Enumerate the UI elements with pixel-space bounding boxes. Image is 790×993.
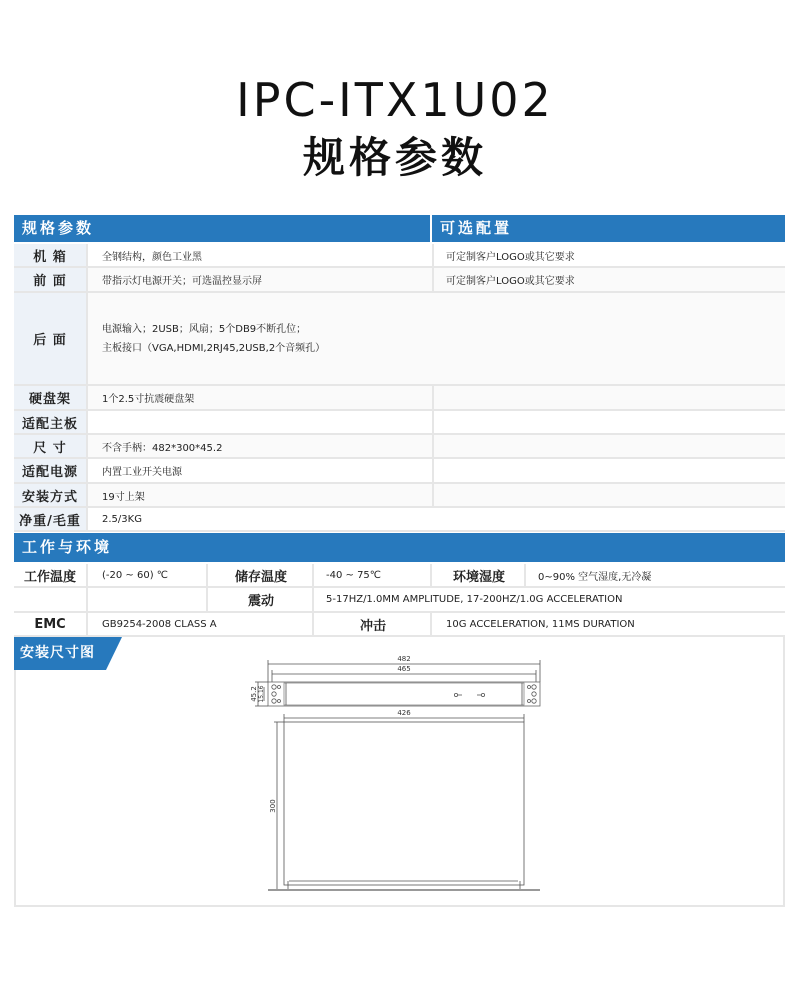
- spec-value-line: 电源输入；2USB；风扇；5个DB9不断孔位；: [102, 323, 307, 335]
- spec-value: 全钢结构，颜色工业黑: [102, 251, 202, 263]
- dim-mount-hole-width: 465: [397, 665, 411, 673]
- chassis-dimension-drawing: [250, 650, 550, 900]
- storage-temp-label: 储存温度: [210, 564, 314, 586]
- shock-label: 冲击: [316, 613, 432, 635]
- spec-value: 带指示灯电源开关；可选温控显示屏: [102, 276, 262, 287]
- spec-row-front: [14, 268, 785, 293]
- emc-value: GB9254-2008 CLASS A: [90, 613, 314, 635]
- spec-value-line: 主板接口（VGA,HDMI,2RJ45,2USB,2个音频孔）: [102, 342, 326, 354]
- spec-label: 硬盘架: [14, 386, 88, 409]
- diagram-section-header: 安装尺寸图: [20, 645, 95, 661]
- spec-row-power: [14, 459, 785, 484]
- spec-value: 内置工业开关电源: [102, 467, 182, 478]
- empty-cell: [14, 588, 88, 611]
- spec-value: 1个2.5寸抗震硬盘架: [102, 394, 195, 405]
- spec-label: 前 面: [14, 268, 88, 291]
- vibration-value: 5-17HZ/1.0MM AMPLITUDE, 17-200HZ/1.0G ACCELERATION: [326, 594, 623, 605]
- page-title-model: IPC-ITX1U02: [236, 73, 554, 127]
- shock-value: 10G ACCELERATION, 11MS DURATION: [446, 618, 635, 630]
- options-section-header: 可选配置: [432, 215, 785, 242]
- dim-height: 45.2: [250, 686, 258, 702]
- dim-overall-width: 482: [397, 655, 411, 663]
- spec-value: 不含手柄：482*300*45.2: [102, 442, 223, 454]
- emc-label: EMC: [14, 613, 88, 635]
- spec-label: 后 面: [14, 293, 88, 384]
- spec-option: [432, 484, 785, 506]
- spec-option: [432, 411, 785, 433]
- spec-option: [432, 293, 785, 384]
- spec-row-mounting: [14, 484, 785, 508]
- spec-value: 19寸上架: [102, 491, 145, 503]
- spec-row-size: [14, 435, 785, 459]
- spec-option: 可定制客户LOGO或其它要求: [432, 268, 785, 291]
- spec-option: [432, 386, 785, 409]
- spec-label: 尺 寸: [14, 435, 88, 457]
- spec-value: [90, 293, 430, 384]
- work-temp-value: (-20 ~ 60) ℃: [90, 564, 208, 586]
- dim-depth: 300: [269, 799, 277, 813]
- spec-section-header: 规格参数: [14, 215, 430, 242]
- spec-label: 净重/毛重: [14, 508, 88, 530]
- spec-option: [432, 435, 785, 457]
- storage-temp-value: -40 ~ 75℃: [316, 564, 432, 586]
- empty-cell: [90, 588, 208, 611]
- spec-row-motherboard: [14, 411, 785, 435]
- spec-row-hdd: [14, 386, 785, 411]
- spec-value: [90, 411, 430, 433]
- spec-option: [432, 459, 785, 482]
- environment-section-header: 工作与环境: [14, 533, 785, 562]
- spec-label: 机 箱: [14, 244, 88, 266]
- env-row-emc: [14, 613, 785, 637]
- page-title-subtitle: 规格参数: [302, 133, 487, 182]
- work-temp-label: 工作温度: [14, 564, 88, 586]
- env-row-vibration: [14, 588, 785, 613]
- humidity-label: 环境湿度: [434, 564, 526, 586]
- vibration-label: 震动: [210, 588, 314, 611]
- spec-label: 适配电源: [14, 459, 88, 482]
- spec-row-weight: [14, 508, 785, 532]
- spec-option: 可定制客户LOGO或其它要求: [432, 244, 785, 266]
- spec-value: 2.5/3KG: [102, 513, 142, 525]
- dim-body-width: 426: [397, 709, 411, 717]
- env-row-temperature: [14, 564, 785, 588]
- spec-label: 适配主板: [14, 411, 88, 433]
- humidity-value: 0~90% 空气湿度,无冷凝: [538, 571, 652, 583]
- dim-hole-spacing: 15.16: [258, 685, 265, 703]
- spec-row-chassis: [14, 244, 785, 268]
- spec-row-rear: [14, 293, 785, 386]
- spec-label: 安装方式: [14, 484, 88, 506]
